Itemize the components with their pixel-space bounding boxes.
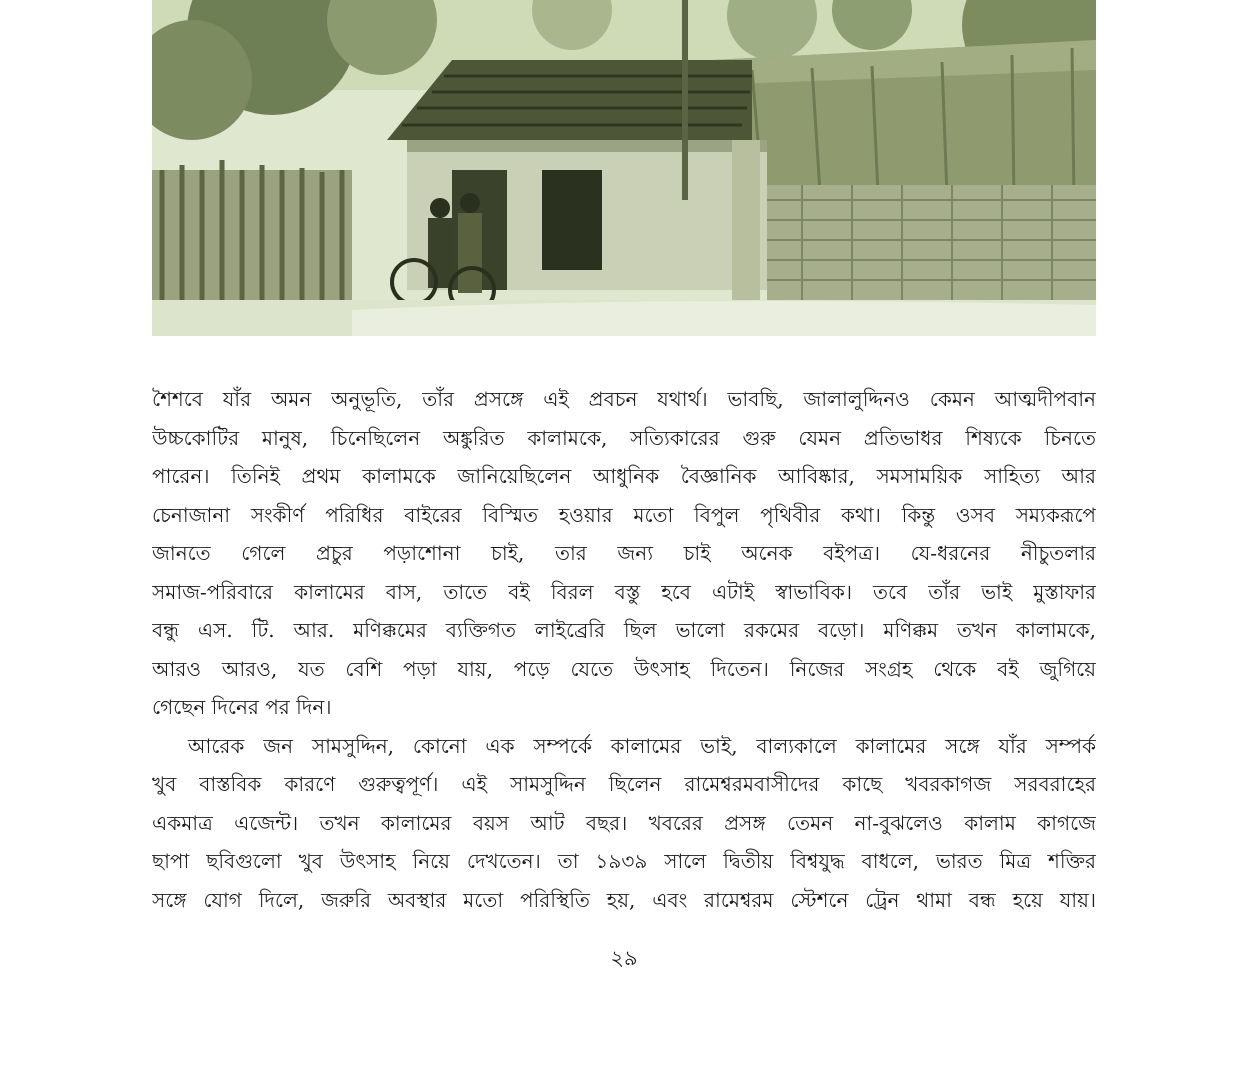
text-line: আরও আরও, যত বেশি পড়া যায়, পড়ে যেতে উৎসাহ দিতেন। নিজের সংগ্রহ থেকে বই জুগিয়ে: [152, 656, 1096, 681]
text-line: জানতে গেলে প্রচুর পড়াশোনা চাই, তার জন্য চাই অনেক বইপত্র। যে-ধরনের নীচুতলার: [152, 541, 1096, 565]
text-line: ছাপা ছবিগুলো খুব উৎসাহ নিয়ে দেখতেন। তা ১৯৩৯ সালে দ্বিতীয় বিশ্বযুদ্ধ বাধলে, ভারত মিত্র শক্তির: [152, 849, 1096, 873]
text-line: চেনাজানা সংকীর্ণ পরিধির বাইরের বিস্মিত হওয়ার মতো বিপুল পৃথিবীর কথা। কিন্তু ওসব সম্যকরূপে: [152, 502, 1096, 527]
paragraph-1: [152, 380, 1096, 727]
text-line: খুব বাস্তবিক কারণে গুরুত্বপূর্ণ। এই সামসুদ্দিন ছিলেন রামেশ্বরমবাসীদের কাছে খবরকাগজ সরবরাহের: [152, 772, 1096, 796]
body-text: [152, 380, 1096, 919]
text-line: শৈশবে যাঁর অমন অনুভূতি, তাঁর প্রসঙ্গে এই প্রবচন যথার্থ। ভাবছি, জালালুদ্দিনও কেমন আত্মদীপবান: [152, 387, 1096, 411]
text-line: একমাত্র এজেন্ট। তখন কালামের বয়স আট বছর। খবরের প্রসঙ্গ তেমন না-বুঝলেও কালাম কাগজে: [152, 810, 1096, 835]
text-line: বন্ধু এস. টি. আর. মণিক্কমের ব্যক্তিগত লাইব্রেরি ছিল ভালো রকমের বড়ো। মণিক্কম তখন কালামকে,: [152, 618, 1096, 642]
text-line: উচ্চকোটির মানুষ, চিনেছিলেন অঙ্কুরিত কালামকে, সত্যিকারের গুরু যেমন প্রতিভাধর শিষ্যকে চিনতে: [152, 425, 1096, 450]
text-line: গেছেন দিনের পর দিন।: [152, 695, 332, 719]
text-line: সঙ্গে যোগ দিলে, জরুরি অবস্থার মতো পরিস্থিতি হয়, এবং রামেশ্বরম স্টেশনে ট্রেন থামা বন্ধ হয়ে যায়।: [152, 887, 1096, 912]
text-line: পারেন। তিনিই প্রথম কালামকে জানিয়েছিলেন আধুনিক বৈজ্ঞানিক আবিষ্কার, সমসাময়িক সাহিত্য আর: [152, 464, 1096, 488]
hut-illustration: [152, 0, 1096, 336]
paragraph-2: [152, 727, 1096, 920]
hut-photo: [152, 0, 1096, 336]
page-number: ২৯: [610, 946, 638, 970]
text-line: সমাজ-পরিবারে কালামের বাস, তাতে বই বিরল বস্তু হবে এটাই স্বাভাবিক। তবে তাঁর ভাই মুস্তাফার: [152, 579, 1096, 604]
text-line: আরেক জন সামসুদ্দিন, কোনো এক সম্পর্কে কালামের ভাই, বাল্যকালে কালামের সঙ্গে যাঁর সম্পর্ক: [188, 733, 1096, 758]
